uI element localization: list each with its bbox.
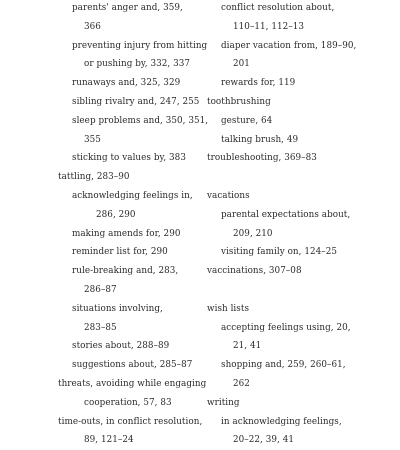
index-subentry: stories about, 288–89: [72, 341, 170, 352]
index-subentry: parental expectations about,: [221, 209, 351, 220]
index-gap: [207, 168, 367, 187]
index-subentry: preventing injury from hitting: [72, 40, 208, 51]
index-subentry: conflict resolution about,: [221, 3, 335, 13]
index-subentry: 286–87: [84, 284, 117, 295]
index-heading: threats, avoiding while engaging: [58, 378, 207, 389]
index-subentry: acknowledging feelings in,: [72, 190, 193, 201]
index-subentry: making amends for, 290: [72, 228, 181, 239]
index-heading: wish lists: [207, 303, 250, 314]
index-subentry: diaper vacation from, 189–90,: [221, 40, 357, 51]
index-subentry: rule-breaking and, 283,: [72, 266, 179, 277]
index-subentry: 262: [233, 378, 250, 389]
index-subentry: reminder list for, 290: [72, 247, 168, 258]
index-subentry: 355: [84, 134, 101, 145]
index-heading: toothbrushing: [207, 96, 271, 107]
index-subentry: runaways and, 325, 329: [72, 78, 181, 89]
index-subentry: 209, 210: [233, 228, 273, 239]
index-heading: vaccinations, 307–08: [207, 266, 302, 277]
index-subentry: 89, 121–24: [84, 435, 134, 446]
index-subentry: 201: [233, 59, 250, 70]
index-subentry: in acknowledging feelings,: [221, 416, 342, 427]
index-heading: vacations: [207, 190, 250, 201]
index-subentry: 366: [84, 21, 101, 32]
index-subentry: 286, 290: [96, 209, 136, 220]
index-subentry: parents' anger and, 359,: [72, 3, 183, 13]
index-heading: time-outs, in conflict resolution,: [58, 416, 203, 427]
index-subentry: 21, 41: [233, 341, 262, 352]
index-subentry: suggestions about, 285–87: [72, 360, 193, 371]
index-subentry: talking brush, 49: [221, 134, 299, 145]
index-subentry: 283–85: [84, 322, 117, 333]
index-left-column: [58, 0, 208, 450]
index-subentry: gesture, 64: [221, 115, 273, 126]
index-subentry: situations involving,: [72, 303, 163, 314]
index-heading: troubleshooting, 369–83: [207, 153, 317, 164]
index-subentry: rewards for, 119: [221, 78, 296, 89]
index-subentry: cooperation, 57, 83: [84, 397, 172, 408]
index-subentry: sticking to values by, 383: [72, 153, 186, 164]
index-heading: tattling, 283–90: [58, 172, 130, 183]
index-heading: writing: [207, 397, 240, 408]
index-subentry: accepting feelings using, 20,: [221, 322, 351, 333]
index-subentry: shopping and, 259, 260–61,: [221, 360, 346, 371]
index-subentry: or pushing by, 332, 337: [84, 59, 191, 70]
index-subentry: 20–22, 39, 41: [233, 435, 295, 446]
index-right-column: [207, 0, 367, 450]
index-gap: [207, 281, 367, 300]
index-subentry: sibling rivalry and, 247, 255: [72, 96, 200, 107]
index-subentry: sleep problems and, 350, 351,: [72, 115, 209, 126]
index-subentry: 110–11, 112–13: [233, 21, 305, 32]
index-subentry: visiting family on, 124–25: [221, 247, 338, 258]
